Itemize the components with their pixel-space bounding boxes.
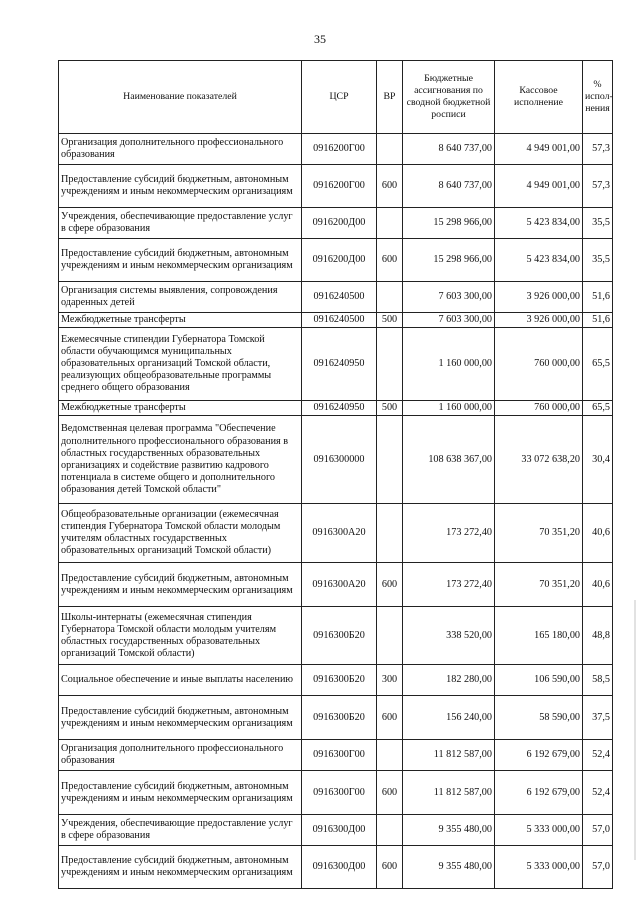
cell-cash: 5 333 000,00 xyxy=(495,846,583,889)
cell-vr: 600 xyxy=(377,563,403,607)
cell-csr: 0916240950 xyxy=(302,401,377,416)
cell-cash: 3 926 000,00 xyxy=(495,313,583,328)
cell-vr: 500 xyxy=(377,313,403,328)
cell-pct: 37,5 xyxy=(583,696,613,740)
table-header-row xyxy=(59,61,613,134)
cell-name: Ежемесячные стипендии Губернатора Томской области обучающимся муниципальных образовательных организаций Томской области, реализующих общеобразовательные программы среднего общего образования xyxy=(59,328,302,401)
cell-vr: 600 xyxy=(377,239,403,282)
table-row xyxy=(59,208,613,239)
budget-table xyxy=(58,60,613,889)
cell-name: Предоставление субсидий бюджетным, автономным учреждениям и иным некоммерческим организациям xyxy=(59,696,302,740)
cell-csr: 0916300Б20 xyxy=(302,607,377,665)
cell-csr: 0916300Б20 xyxy=(302,665,377,696)
cell-cash: 4 949 001,00 xyxy=(495,134,583,165)
table-row xyxy=(59,665,613,696)
cell-pct: 35,5 xyxy=(583,208,613,239)
table-row xyxy=(59,846,613,889)
cell-cash: 70 351,20 xyxy=(495,504,583,563)
table-row xyxy=(59,696,613,740)
cell-vr: 300 xyxy=(377,665,403,696)
cell-cash: 5 423 834,00 xyxy=(495,239,583,282)
cell-cash: 6 192 679,00 xyxy=(495,740,583,771)
cell-pct: 30,4 xyxy=(583,416,613,504)
cell-pct: 35,5 xyxy=(583,239,613,282)
cell-budget: 1 160 000,00 xyxy=(403,328,495,401)
cell-name: Учреждения, обеспечивающие предоставление услуг в сфере образования xyxy=(59,208,302,239)
cell-vr xyxy=(377,815,403,846)
cell-budget: 338 520,00 xyxy=(403,607,495,665)
table-row xyxy=(59,740,613,771)
cell-csr: 0916300Д00 xyxy=(302,815,377,846)
cell-pct: 48,8 xyxy=(583,607,613,665)
cell-csr: 0916200Д00 xyxy=(302,239,377,282)
cell-budget: 15 298 966,00 xyxy=(403,208,495,239)
cell-csr: 0916240950 xyxy=(302,328,377,401)
table-row xyxy=(59,504,613,563)
cell-pct: 51,6 xyxy=(583,313,613,328)
cell-vr: 600 xyxy=(377,846,403,889)
cell-name: Организация дополнительного профессионального образования xyxy=(59,740,302,771)
header-name: Наименование показателей xyxy=(59,61,302,134)
cell-pct: 57,3 xyxy=(583,134,613,165)
cell-name: Социальное обеспечение и иные выплаты населению xyxy=(59,665,302,696)
cell-cash: 5 423 834,00 xyxy=(495,208,583,239)
cell-pct: 58,5 xyxy=(583,665,613,696)
header-csr: ЦСР xyxy=(302,61,377,134)
table-row xyxy=(59,239,613,282)
cell-csr: 0916200Д00 xyxy=(302,208,377,239)
header-vr: ВР xyxy=(377,61,403,134)
cell-pct: 57,0 xyxy=(583,815,613,846)
cell-cash: 760 000,00 xyxy=(495,401,583,416)
cell-csr: 0916200Г00 xyxy=(302,165,377,208)
cell-name: Предоставление субсидий бюджетным, автономным учреждениям и иным некоммерческим организациям xyxy=(59,239,302,282)
table-row xyxy=(59,282,613,313)
page-number: 35 xyxy=(314,32,326,46)
cell-budget: 9 355 480,00 xyxy=(403,815,495,846)
cell-csr: 0916200Г00 xyxy=(302,134,377,165)
cell-budget: 9 355 480,00 xyxy=(403,846,495,889)
cell-budget: 7 603 300,00 xyxy=(403,313,495,328)
cell-csr: 0916300000 xyxy=(302,416,377,504)
cell-name: Предоставление субсидий бюджетным, автономным учреждениям и иным некоммерческим организациям xyxy=(59,846,302,889)
cell-budget: 173 272,40 xyxy=(403,504,495,563)
header-budget: Бюджетные ассигнования по сводной бюджетной росписи xyxy=(403,61,495,134)
cell-cash: 3 926 000,00 xyxy=(495,282,583,313)
cell-vr xyxy=(377,134,403,165)
cell-vr: 500 xyxy=(377,401,403,416)
cell-name: Предоставление субсидий бюджетным, автономным учреждениям и иным некоммерческим организациям xyxy=(59,165,302,208)
cell-pct: 52,4 xyxy=(583,771,613,815)
cell-csr: 0916240500 xyxy=(302,282,377,313)
cell-budget: 8 640 737,00 xyxy=(403,165,495,208)
cell-name: Предоставление субсидий бюджетным, автономным учреждениям и иным некоммерческим организациям xyxy=(59,771,302,815)
cell-vr: 600 xyxy=(377,696,403,740)
header-pct: % испол-нения xyxy=(583,61,613,134)
cell-name: Межбюджетные трансферты xyxy=(59,313,302,328)
table-row xyxy=(59,815,613,846)
cell-cash: 70 351,20 xyxy=(495,563,583,607)
cell-cash: 106 590,00 xyxy=(495,665,583,696)
cell-name: Межбюджетные трансферты xyxy=(59,401,302,416)
cell-csr: 0916300Д00 xyxy=(302,846,377,889)
cell-csr: 0916240500 xyxy=(302,313,377,328)
table-row xyxy=(59,165,613,208)
cell-cash: 5 333 000,00 xyxy=(495,815,583,846)
cell-cash: 760 000,00 xyxy=(495,328,583,401)
cell-budget: 108 638 367,00 xyxy=(403,416,495,504)
cell-cash: 33 072 638,20 xyxy=(495,416,583,504)
table-row xyxy=(59,401,613,416)
cell-csr: 0916300Г00 xyxy=(302,771,377,815)
cell-name: Организация дополнительного профессионального образования xyxy=(59,134,302,165)
cell-budget: 11 812 587,00 xyxy=(403,771,495,815)
cell-pct: 65,5 xyxy=(583,401,613,416)
table-row xyxy=(59,134,613,165)
cell-name: Предоставление субсидий бюджетным, автономным учреждениям и иным некоммерческим организациям xyxy=(59,563,302,607)
cell-vr xyxy=(377,282,403,313)
cell-vr xyxy=(377,504,403,563)
cell-pct: 52,4 xyxy=(583,740,613,771)
cell-vr xyxy=(377,208,403,239)
cell-cash: 58 590,00 xyxy=(495,696,583,740)
cell-name: Учреждения, обеспечивающие предоставление услуг в сфере образования xyxy=(59,815,302,846)
cell-budget: 173 272,40 xyxy=(403,563,495,607)
table-row xyxy=(59,563,613,607)
cell-budget: 182 280,00 xyxy=(403,665,495,696)
cell-pct: 57,3 xyxy=(583,165,613,208)
cell-budget: 15 298 966,00 xyxy=(403,239,495,282)
header-cash: Кассовое исполнение xyxy=(495,61,583,134)
cell-cash: 6 192 679,00 xyxy=(495,771,583,815)
cell-name: Ведомственная целевая программа "Обеспечение дополнительного профессионального образования в областных государственных образовательных организациях и содействие развитию кадрового потенциала в системе общего и дополнительного образования детей Томской области" xyxy=(59,416,302,504)
cell-csr: 0916300Г00 xyxy=(302,740,377,771)
cell-pct: 65,5 xyxy=(583,328,613,401)
cell-csr: 0916300А20 xyxy=(302,563,377,607)
cell-pct: 40,6 xyxy=(583,504,613,563)
cell-pct: 57,0 xyxy=(583,846,613,889)
cell-vr xyxy=(377,740,403,771)
cell-csr: 0916300А20 xyxy=(302,504,377,563)
cell-name: Школы-интернаты (ежемесячная стипендия Губернатора Томской области молодым учителям областных государственных образовательных организаций Томской области) xyxy=(59,607,302,665)
table-row xyxy=(59,771,613,815)
cell-name: Организация системы выявления, сопровождения одаренных детей xyxy=(59,282,302,313)
table-row xyxy=(59,313,613,328)
cell-pct: 51,6 xyxy=(583,282,613,313)
cell-vr xyxy=(377,328,403,401)
cell-budget: 8 640 737,00 xyxy=(403,134,495,165)
cell-vr: 600 xyxy=(377,165,403,208)
cell-budget: 7 603 300,00 xyxy=(403,282,495,313)
scan-edge-shadow xyxy=(634,600,636,860)
cell-vr xyxy=(377,416,403,504)
cell-budget: 156 240,00 xyxy=(403,696,495,740)
table-row xyxy=(59,416,613,504)
cell-budget: 1 160 000,00 xyxy=(403,401,495,416)
cell-cash: 4 949 001,00 xyxy=(495,165,583,208)
cell-pct: 40,6 xyxy=(583,563,613,607)
cell-name: Общеобразовательные организации (ежемесячная стипендия Губернатора Томской области молодым учителям областных государственных образовательных организаций Томской области) xyxy=(59,504,302,563)
cell-vr: 600 xyxy=(377,771,403,815)
table-row xyxy=(59,607,613,665)
cell-vr xyxy=(377,607,403,665)
cell-csr: 0916300Б20 xyxy=(302,696,377,740)
table-row xyxy=(59,328,613,401)
cell-cash: 165 180,00 xyxy=(495,607,583,665)
cell-budget: 11 812 587,00 xyxy=(403,740,495,771)
